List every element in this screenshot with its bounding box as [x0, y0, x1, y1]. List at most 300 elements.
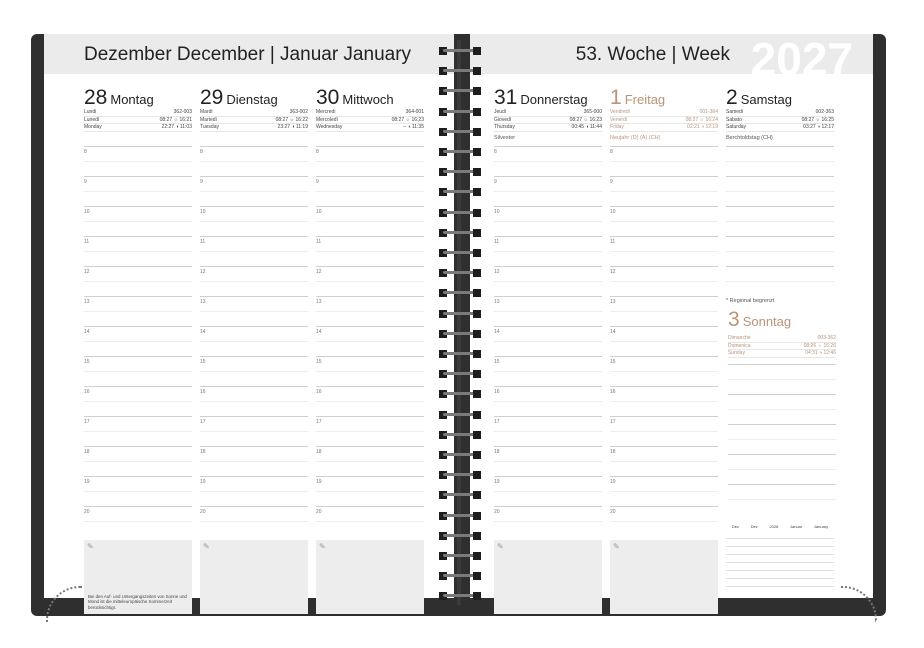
- mini-calendar-row: [726, 555, 834, 563]
- writing-line[interactable]: [728, 424, 836, 454]
- hour-slot[interactable]: [316, 266, 424, 296]
- writing-line[interactable]: [726, 146, 834, 176]
- day-languages: [726, 109, 834, 132]
- coil-hole-right: [473, 188, 481, 196]
- hour-slot[interactable]: [84, 356, 192, 386]
- hour-slot[interactable]: [316, 236, 424, 266]
- spiral-coil: [438, 531, 482, 541]
- hour-label: 18: [316, 448, 322, 455]
- day-name-translation: Lunedì: [84, 116, 100, 123]
- coil-wire: [443, 211, 477, 214]
- hour-label: 8: [316, 148, 319, 155]
- day-name-translation: Mardi: [200, 109, 213, 115]
- hour-slot[interactable]: [200, 236, 308, 266]
- hour-slot[interactable]: [494, 296, 602, 326]
- coil-wire: [443, 89, 477, 92]
- hour-slot[interactable]: [200, 416, 308, 446]
- language-row: [610, 117, 718, 125]
- hour-slot[interactable]: [316, 506, 424, 536]
- day-name-translation: Tuesday: [200, 124, 219, 130]
- pencil-icon: ✎: [87, 541, 94, 551]
- hour-slot[interactable]: [494, 146, 602, 176]
- day-number: 29: [200, 86, 224, 109]
- hour-slots[interactable]: [84, 146, 192, 536]
- sunday-writing-lines[interactable]: [728, 364, 836, 514]
- mini-calendar-row: [726, 563, 834, 571]
- hour-label: 14: [494, 328, 500, 335]
- day-note: Neujahr (D) (A) (CH): [610, 134, 661, 141]
- left-page-title: Dezember December | Januar January: [84, 44, 412, 65]
- day-info: 002-363: [815, 109, 834, 115]
- day-number: 1: [610, 86, 622, 109]
- coil-wire: [443, 392, 477, 395]
- sunday-header: [728, 308, 836, 332]
- hour-label: 13: [316, 298, 322, 305]
- hour-label: 19: [84, 478, 90, 485]
- day-name-translation: Mercoledì: [316, 116, 338, 123]
- hour-slot[interactable]: [84, 176, 192, 206]
- spiral-coil: [438, 389, 482, 399]
- day-header: [316, 86, 424, 109]
- writing-line[interactable]: [726, 206, 834, 236]
- hour-label: 19: [200, 478, 206, 485]
- hour-label: 9: [200, 178, 203, 185]
- day-number: 31: [494, 86, 518, 109]
- mini-calendar: [726, 524, 834, 594]
- hour-slot[interactable]: [610, 416, 718, 446]
- coil-hole-right: [473, 229, 481, 237]
- hour-slot[interactable]: [316, 356, 424, 386]
- language-row: [84, 124, 192, 132]
- coil-wire: [443, 574, 477, 577]
- day-info: 04:31 ◑ 12:46: [805, 350, 836, 356]
- right-header-band: [470, 33, 873, 85]
- language-row: [316, 124, 424, 132]
- hour-label: 20: [494, 508, 500, 515]
- day-info: 365-000: [583, 109, 602, 115]
- free-writing-lines[interactable]: [726, 146, 834, 296]
- language-row: [84, 109, 192, 117]
- coil-wire: [443, 231, 477, 234]
- day-note: Silvester: [494, 134, 516, 141]
- hour-slots[interactable]: [316, 146, 424, 536]
- hour-label: 14: [200, 328, 206, 335]
- hour-slot[interactable]: [494, 446, 602, 476]
- day-info: 08:27 ☼ 16:23: [569, 116, 602, 123]
- day-name-translation: Jeudi: [494, 109, 506, 115]
- coil-hole-right: [473, 411, 481, 419]
- hour-label: 20: [610, 508, 616, 515]
- hour-label: 15: [610, 358, 616, 365]
- hour-slot[interactable]: [316, 206, 424, 236]
- hour-slot[interactable]: [84, 476, 192, 506]
- coil-wire: [443, 170, 477, 173]
- hour-slot[interactable]: [200, 356, 308, 386]
- coil-hole-right: [473, 451, 481, 459]
- language-row: [610, 109, 718, 117]
- coil-hole-right: [473, 552, 481, 560]
- hour-label: 15: [494, 358, 500, 365]
- hour-label: 13: [200, 298, 206, 305]
- hour-label: 16: [200, 388, 206, 395]
- year-label: 2027: [750, 33, 853, 85]
- day-name-translation: Thursday: [494, 124, 515, 130]
- coil-wire: [443, 251, 477, 254]
- hour-label: 11: [200, 238, 206, 245]
- day-name-translation: Martedì: [200, 116, 217, 123]
- day-info: 22:27 ◑ 11:03: [161, 124, 192, 130]
- coil-wire: [443, 110, 477, 113]
- hour-slot[interactable]: [200, 506, 308, 536]
- hour-label: 17: [494, 418, 500, 425]
- hour-label: 13: [610, 298, 616, 305]
- right-page: [470, 34, 873, 598]
- day-info: 363-002: [289, 109, 308, 115]
- notes-box[interactable]: [494, 540, 602, 614]
- hour-slot[interactable]: [200, 296, 308, 326]
- day-name-translation: Wednesday: [316, 124, 343, 130]
- hour-slot[interactable]: [610, 326, 718, 356]
- hour-slot[interactable]: [610, 446, 718, 476]
- hour-slot[interactable]: [494, 266, 602, 296]
- spiral-coil: [438, 551, 482, 561]
- writing-line[interactable]: [726, 176, 834, 206]
- hour-slot[interactable]: [84, 506, 192, 536]
- hour-label: 12: [200, 268, 206, 275]
- spiral-coil: [438, 86, 482, 96]
- day-name-translation: Giovedì: [494, 116, 512, 123]
- hour-slot[interactable]: [200, 176, 308, 206]
- hour-label: 19: [316, 478, 322, 485]
- coil-hole-right: [473, 370, 481, 378]
- coil-wire: [443, 352, 477, 355]
- hour-label: 8: [84, 148, 87, 155]
- language-row: [200, 117, 308, 125]
- coil-hole-right: [473, 431, 481, 439]
- hour-label: 11: [84, 238, 90, 245]
- hour-slot[interactable]: [84, 326, 192, 356]
- day-languages: [200, 109, 308, 132]
- hour-label: 11: [494, 238, 500, 245]
- mini-calendar-row: [726, 571, 834, 579]
- hour-slot[interactable]: [610, 176, 718, 206]
- spiral-coil: [438, 127, 482, 137]
- hour-label: 8: [494, 148, 497, 155]
- pencil-icon: ✎: [203, 541, 210, 551]
- spiral-coil: [438, 288, 482, 298]
- hour-slot[interactable]: [316, 416, 424, 446]
- hour-label: 8: [610, 148, 613, 155]
- day-info: 08:27 ☼ 16:23: [391, 116, 424, 123]
- hour-slot[interactable]: [84, 386, 192, 416]
- hour-slots[interactable]: [610, 146, 718, 536]
- day-header: [494, 86, 602, 109]
- hour-slot[interactable]: [494, 356, 602, 386]
- day-column: [316, 86, 424, 598]
- hour-slot[interactable]: [200, 146, 308, 176]
- hour-label: 10: [610, 208, 616, 215]
- day-note: [316, 135, 424, 144]
- hour-slots[interactable]: [494, 146, 602, 536]
- spiral-coil: [438, 248, 482, 258]
- day-column: [726, 86, 834, 598]
- day-header: [610, 86, 718, 109]
- hour-slot[interactable]: [84, 296, 192, 326]
- hour-slot[interactable]: [610, 356, 718, 386]
- hour-label: 9: [494, 178, 497, 185]
- day-name-translation: Friday: [610, 124, 624, 130]
- coil-hole-right: [473, 87, 481, 95]
- hour-label: 9: [610, 178, 613, 185]
- hour-label: 10: [316, 208, 322, 215]
- day-column: [200, 86, 308, 598]
- hour-slot[interactable]: [316, 146, 424, 176]
- day-name-translation: Sabato: [726, 116, 742, 123]
- language-row: [726, 117, 834, 125]
- language-row: [316, 117, 424, 125]
- coil-wire: [443, 372, 477, 375]
- day-info: 364-001: [405, 109, 424, 115]
- spiral-coil: [438, 228, 482, 238]
- day-name-translation: Samedi: [726, 109, 743, 115]
- left-header-band: [44, 34, 454, 74]
- hour-slot[interactable]: [316, 296, 424, 326]
- day-info: 23:27 ◑ 11:19: [277, 124, 308, 130]
- hour-slot[interactable]: [610, 206, 718, 236]
- coil-wire: [443, 433, 477, 436]
- language-row: [316, 109, 424, 117]
- spiral-coil: [438, 329, 482, 339]
- hour-slot[interactable]: [316, 446, 424, 476]
- hour-slot[interactable]: [494, 236, 602, 266]
- hour-slot[interactable]: [316, 326, 424, 356]
- hour-slot[interactable]: [494, 386, 602, 416]
- spiral-coil: [438, 591, 482, 601]
- writing-line[interactable]: [728, 364, 836, 394]
- hour-slot[interactable]: [316, 386, 424, 416]
- coil-hole-right: [473, 128, 481, 136]
- coil-wire: [443, 69, 477, 72]
- hour-label: 18: [200, 448, 206, 455]
- coil-wire: [443, 190, 477, 193]
- hour-slot[interactable]: [610, 506, 718, 536]
- hour-label: 12: [316, 268, 322, 275]
- hour-label: 16: [84, 388, 90, 395]
- hour-slots[interactable]: [200, 146, 308, 536]
- day-name-translation: Venerdì: [610, 116, 628, 123]
- hour-slot[interactable]: [84, 446, 192, 476]
- language-row: [494, 124, 602, 132]
- writing-line[interactable]: [728, 454, 836, 484]
- mini-calendar-month: 2026: [769, 524, 779, 529]
- footnote-text: Bei den Auf- und Untergangszeiten von Sonne und Mond ist die mitteleuropäische Sommerzeit berücksichtigt.: [88, 593, 187, 610]
- day-info: 02:21 ◑ 12:19: [687, 124, 718, 130]
- hour-slot[interactable]: [610, 386, 718, 416]
- spiral-coil: [438, 470, 482, 480]
- hour-label: 10: [494, 208, 500, 215]
- coil-hole-right: [473, 168, 481, 176]
- day-info: 003-362: [817, 335, 836, 341]
- mini-calendar-row: [726, 579, 834, 587]
- language-row: [84, 117, 192, 125]
- hour-label: 18: [494, 448, 500, 455]
- hour-label: 13: [494, 298, 500, 305]
- hour-label: 10: [200, 208, 206, 215]
- spiral-coil: [438, 410, 482, 420]
- hour-label: 9: [316, 178, 319, 185]
- day-info: 08:27 ☼ 16:21: [159, 116, 192, 123]
- hour-slot[interactable]: [84, 266, 192, 296]
- hour-slot[interactable]: [610, 236, 718, 266]
- coil-wire: [443, 150, 477, 153]
- notes-box[interactable]: [610, 540, 718, 614]
- writing-line[interactable]: [728, 394, 836, 424]
- hour-slot[interactable]: [494, 506, 602, 536]
- hour-label: 9: [84, 178, 87, 185]
- hour-slot[interactable]: [494, 206, 602, 236]
- hour-slot[interactable]: [200, 266, 308, 296]
- coil-hole-right: [473, 209, 481, 217]
- hour-label: 17: [84, 418, 90, 425]
- coil-wire: [443, 514, 477, 517]
- coil-wire: [443, 291, 477, 294]
- hour-label: 11: [610, 238, 616, 245]
- notes-box[interactable]: [200, 540, 308, 614]
- coil-hole-right: [473, 350, 481, 358]
- day-name-translation: Lundi: [84, 109, 97, 115]
- language-row: [610, 124, 718, 132]
- coil-hole-right: [473, 249, 481, 257]
- writing-line[interactable]: [728, 484, 836, 514]
- hour-slot[interactable]: [200, 326, 308, 356]
- spiral-coil: [438, 147, 482, 157]
- hour-slot[interactable]: [494, 326, 602, 356]
- day-name: Samstag: [740, 92, 792, 107]
- hour-slot[interactable]: [200, 446, 308, 476]
- hour-label: 18: [84, 448, 90, 455]
- hour-slot[interactable]: [84, 206, 192, 236]
- coil-hole-right: [473, 512, 481, 520]
- hour-slot[interactable]: [200, 386, 308, 416]
- day-name-translation: Dimanche: [728, 335, 751, 341]
- mini-calendar-header: [726, 524, 834, 529]
- day-name: Montag: [110, 92, 154, 107]
- regional-note: * Regional begrenzt: [726, 297, 775, 304]
- mini-calendar-row: [726, 547, 834, 555]
- hour-label: 16: [494, 388, 500, 395]
- coil-hole-right: [473, 108, 481, 116]
- hour-slot[interactable]: [610, 266, 718, 296]
- day-info: 001-364: [699, 109, 718, 115]
- day-name-translation: Vendredi: [610, 109, 630, 115]
- hour-label: 20: [316, 508, 322, 515]
- coil-hole-right: [473, 471, 481, 479]
- hour-slot[interactable]: [610, 476, 718, 506]
- hour-label: 15: [316, 358, 322, 365]
- language-row: [200, 109, 308, 117]
- day-languages: [728, 335, 836, 358]
- day-info: – ◑ 11:35: [403, 124, 424, 130]
- hour-label: 14: [84, 328, 90, 335]
- hour-slot[interactable]: [610, 146, 718, 176]
- language-row: [494, 117, 602, 125]
- hour-label: 17: [316, 418, 322, 425]
- coil-wire: [443, 312, 477, 315]
- notes-box[interactable]: [316, 540, 424, 614]
- writing-line[interactable]: [726, 266, 834, 296]
- hour-label: 16: [610, 388, 616, 395]
- sunday-number: 3: [728, 308, 740, 331]
- day-number: 30: [316, 86, 340, 109]
- spiral-binding: [438, 40, 482, 605]
- hour-slot[interactable]: [84, 236, 192, 266]
- hour-slot[interactable]: [494, 476, 602, 506]
- hour-slot[interactable]: [610, 296, 718, 326]
- day-name-translation: Mercredi: [316, 109, 336, 115]
- hour-slot[interactable]: [494, 176, 602, 206]
- hour-slot[interactable]: [316, 176, 424, 206]
- writing-line[interactable]: [726, 236, 834, 266]
- day-number: 2: [726, 86, 738, 109]
- coil-hole-right: [473, 330, 481, 338]
- hour-label: 12: [84, 268, 90, 275]
- spiral-coil: [438, 66, 482, 76]
- sunday-name: Sonntag: [742, 314, 792, 329]
- day-languages: [316, 109, 424, 132]
- hour-label: 20: [200, 508, 206, 515]
- coil-wire: [443, 493, 477, 496]
- week-title: 53. Woche | Week: [575, 44, 730, 65]
- language-row: [728, 335, 836, 343]
- coil-wire: [443, 413, 477, 416]
- hour-label: 15: [200, 358, 206, 365]
- hour-label: 20: [84, 508, 90, 515]
- hour-slot[interactable]: [84, 416, 192, 446]
- spiral-coil: [438, 369, 482, 379]
- hour-slot[interactable]: [494, 416, 602, 446]
- spiral-coil: [438, 349, 482, 359]
- hour-label: 18: [610, 448, 616, 455]
- day-header: [84, 86, 192, 109]
- spiral-coil: [438, 450, 482, 460]
- day-info: 08:27 ☼ 16:24: [685, 116, 718, 123]
- coil-hole-right: [473, 289, 481, 297]
- mini-calendar-month: Januar: [790, 524, 803, 529]
- day-languages: [610, 109, 718, 132]
- hour-label: 15: [84, 358, 90, 365]
- hour-slot[interactable]: [316, 476, 424, 506]
- hour-label: 11: [316, 238, 322, 245]
- hour-slot[interactable]: [200, 476, 308, 506]
- hour-slot[interactable]: [84, 146, 192, 176]
- coil-hole-right: [473, 269, 481, 277]
- hour-label: 19: [610, 478, 616, 485]
- hour-label: 17: [200, 418, 206, 425]
- hour-slot[interactable]: [200, 206, 308, 236]
- mini-calendar-row: [726, 531, 834, 539]
- day-info: 03:27 ◑ 12:17: [803, 124, 834, 130]
- day-name-translation: Sunday: [728, 350, 745, 356]
- pencil-icon: ✎: [497, 541, 504, 551]
- coil-hole-right: [473, 148, 481, 156]
- spiral-coil: [438, 46, 482, 56]
- coil-wire: [443, 271, 477, 274]
- hour-label: 19: [494, 478, 500, 485]
- spiral-coil: [438, 430, 482, 440]
- notes-box[interactable]: [84, 540, 192, 614]
- spiral-coil: [438, 208, 482, 218]
- language-row: [728, 350, 836, 358]
